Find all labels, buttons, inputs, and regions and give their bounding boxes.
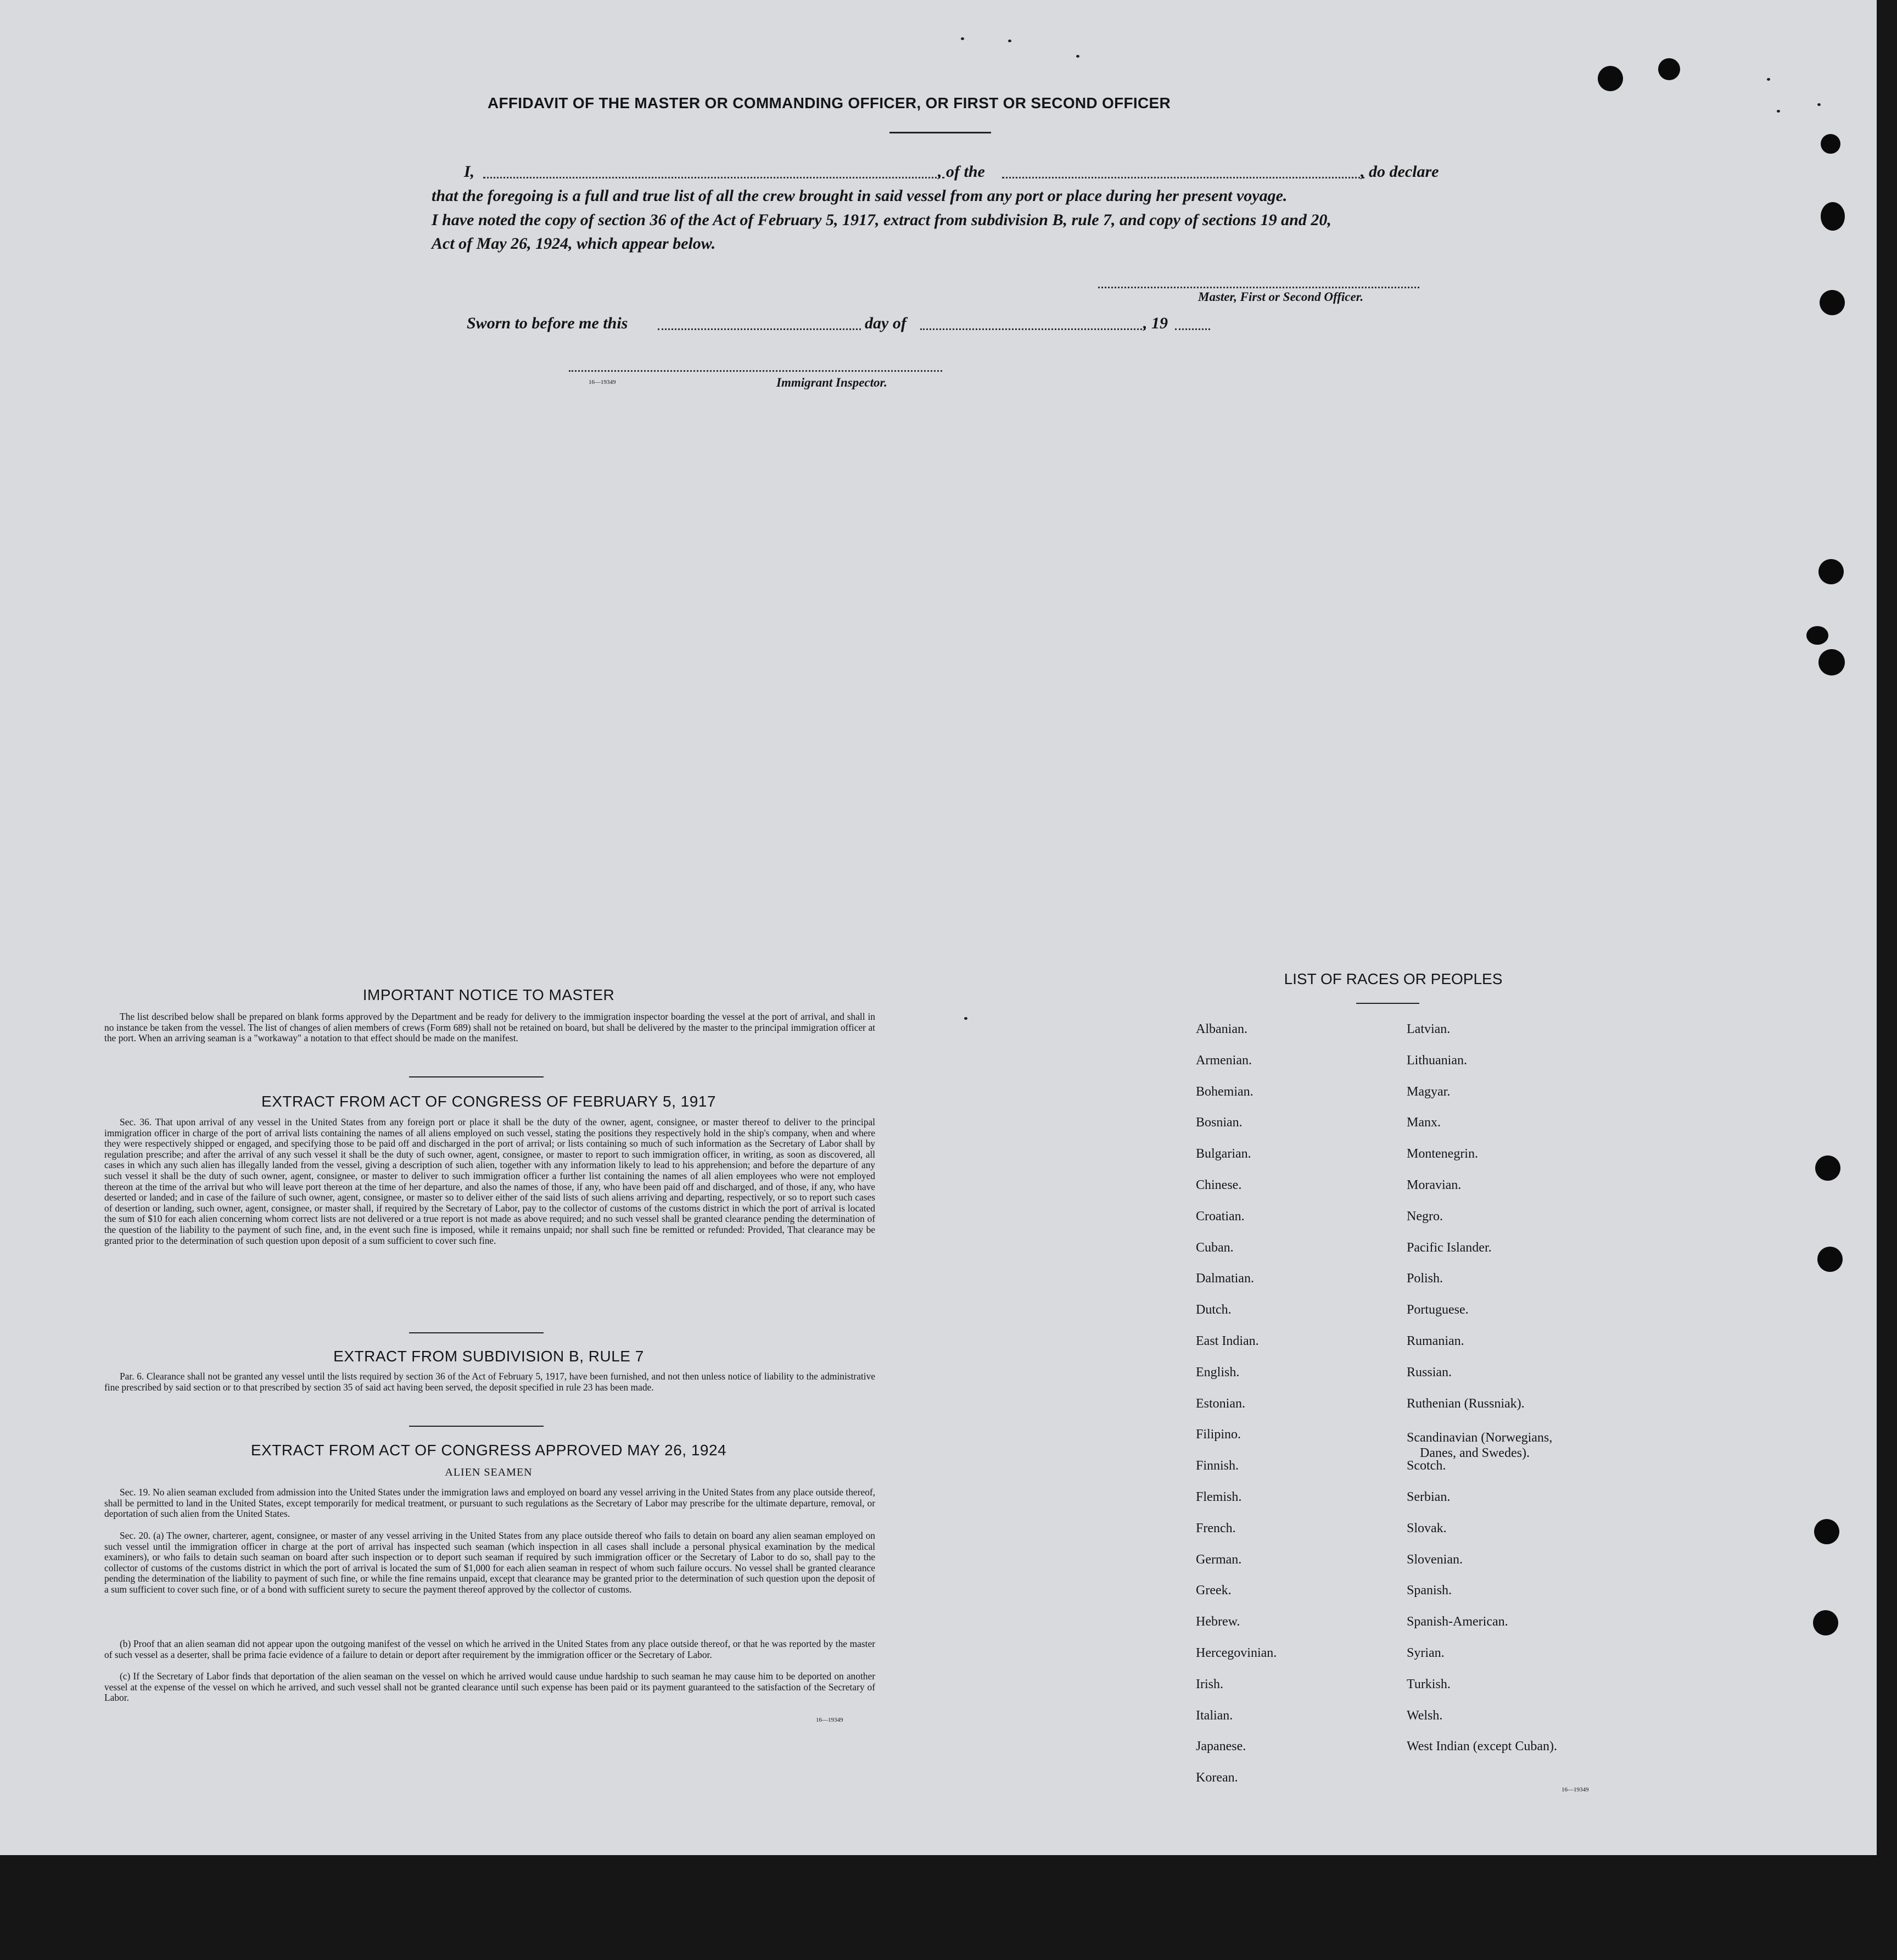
race-item: Dutch.: [1196, 1303, 1232, 1317]
race-item: Syrian.: [1407, 1646, 1445, 1660]
extract-rule7-title: EXTRACT FROM SUBDIVISION B, RULE 7: [333, 1348, 644, 1365]
extract-1917-body: Sec. 36. That upon arrival of any vessel in the United States from any foreign port or place it shall be the duty of the owner, agent, consignee, or master thereof to deliver to the principal immigration officer in charge of the port of arrival lists containing the names of all aliens employed on such vessel, stating the positions they respectively hold in the ship's company, when and where they were respectively shipped or engaged, and specifying those to be paid off and discharged in the port of arrival; or lists containing so much of such information as the Secretary of Labor shall by regulation prescribe; and after the arrival of any such vessel it shall be the duty of such owner, agent, consignee, or master to report to such immigration officer, in writing, as soon as discovered, all cases in which any such alien has illegally landed from the vessel, giving a description of such alien, together with any information likely to lead to his apprehension; and before the departure of any such vessel it shall be the duty of such owner, agent, consignee, or master to deliver to such immigration officer a further list containing the names of all alien employees who were not employed thereon at the time of the arrival but who will leave port thereon at the time of her departure, and also the names of those, if any, who have been paid off and discharged, and of those, if any, who have deserted or landed; and in case of the failure of such owner, agent, consignee, or master so to deliver either of the said lists of such aliens arriving and departing, respectively, or so to report such cases of desertion or landing, such owner, agent, consignee, or master shall, if required by the Secretary of Labor, pay to the collector of customs of the customs district in which the port of arrival is located the sum of $10 for each alien concerning whom correct lists are not delivered or a true report is not made as above required; and no such vessel shall be granted clearance pending the determination of the question of the liability to the payment of such fine, and, in the event such fine is imposed, while it remains unpaid; nor shall such fine be remitted or refunded: Provided, That clearance may be granted prior to the determination of such question upon deposit of a sum sufficient to cover such fine.: [104, 1116, 875, 1246]
extract-1924-sec19: Sec. 19. No alien seaman excluded from admission into the United States under the immigration laws and employed on board any vessel arriving in the United States from any place outside thereof, shall be permitted to land in the United States, except temporarily for medical treatment, or pursuant to such regulations as the Secretary of Labor may prescribe for the ultimate departure, removal, or deportation of such alien from the United States.: [104, 1487, 875, 1520]
ink-speck: [961, 37, 964, 40]
race-item: Filipino.: [1196, 1427, 1241, 1442]
ink-speck: [1008, 40, 1011, 42]
race-item: Italian.: [1196, 1708, 1233, 1723]
race-item: Scotch.: [1407, 1459, 1446, 1473]
races-form-number: 16—19349: [1562, 1786, 1589, 1793]
race-item: Spanish-American.: [1407, 1615, 1508, 1629]
year-label: , 19: [1143, 314, 1168, 332]
punch-hole: [1813, 1610, 1838, 1635]
ink-speck: [1817, 103, 1821, 106]
race-item: Dalmatian.: [1196, 1271, 1254, 1286]
affidavit-line-2: that the foregoing is a full and true list of all the crew brought in said vessel from any port or place during her present voyage.: [432, 187, 1288, 205]
race-item: East Indian.: [1196, 1334, 1259, 1348]
race-item: Albanian.: [1196, 1022, 1247, 1036]
race-item: Magyar.: [1407, 1085, 1451, 1099]
vessel-blank[interactable]: [1002, 177, 1364, 178]
punch-hole: [1818, 559, 1844, 584]
race-item: English.: [1196, 1365, 1240, 1380]
race-item: Spanish.: [1407, 1583, 1452, 1598]
extract-rule7-body: Par. 6. Clearance shall not be granted any vessel until the lists required by section 36 of the Act of February 5, 1917, have been furnished, and not then unless notice of liability to the administrative fine prescribed by said section or to that prescribed by section 35 of said act having been served, the deposit specified in rule 23 has been made.: [104, 1371, 875, 1393]
race-item: Slovenian.: [1407, 1553, 1463, 1567]
master-signature-label: Master, First or Second Officer.: [1198, 290, 1364, 304]
extract-1917-title: EXTRACT FROM ACT OF CONGRESS OF FEBRUARY 5, 1917: [261, 1093, 716, 1110]
race-item: Negro.: [1407, 1209, 1443, 1224]
affidavit-form-number: 16—19349: [589, 379, 616, 386]
extract-rule7-rule: [409, 1426, 544, 1427]
race-item: Croatian.: [1196, 1209, 1245, 1224]
punch-hole: [1598, 66, 1623, 91]
notice-title: IMPORTANT NOTICE TO MASTER: [362, 986, 615, 1003]
race-item: Estonian.: [1196, 1397, 1245, 1411]
race-item: Finnish.: [1196, 1459, 1239, 1473]
race-item: Rumanian.: [1407, 1334, 1464, 1348]
punch-hole: [1821, 202, 1845, 231]
race-item: West Indian (except Cuban).: [1407, 1739, 1557, 1754]
notice-rule: [409, 1076, 544, 1077]
inspector-signature-line[interactable]: [569, 370, 942, 372]
race-item: Korean.: [1196, 1771, 1238, 1785]
race-item: Hercegovinian.: [1196, 1646, 1277, 1660]
extract-1924-sec20a: Sec. 20. (a) The owner, charterer, agent, consignee, or master of any vessel arriving in the United States from any place outside thereof who fails to detain on board any alien seaman employed on such vessel until the immigration officer in charge at the port of arrival has inspected such seaman (which inspection in all cases shall include a personal physical examination by the medical examiners), or who fails to detain such seaman on board after such inspection or to deport such seaman if required by such immigration officer or the Secretary of Labor to do so, shall pay to the collector of customs of the customs district in which the port of arrival is located the sum of $1,000 for each alien seaman in respect of whom such failure occurs. No vessel shall be granted clearance pending the determination of the liability to payment of such fine, or while the fine remains unpaid, except that clearance may be granted prior to the determination of such question upon the deposit of a sum sufficient to cover such fine, or of a bond with sufficient surety to secure the payment thereof approved by the collector of customs.: [104, 1530, 875, 1595]
race-item: Bosnian.: [1196, 1115, 1243, 1130]
race-item: Russian.: [1407, 1365, 1452, 1380]
year-blank[interactable]: [1175, 328, 1210, 330]
extract-1924-subtitle: ALIEN SEAMEN: [445, 1466, 533, 1478]
race-item: Slovak.: [1407, 1521, 1447, 1535]
punch-hole: [1821, 134, 1840, 154]
race-item: German.: [1196, 1553, 1242, 1567]
race-item: Turkish.: [1407, 1677, 1451, 1691]
punch-hole: [1658, 58, 1680, 80]
punch-hole: [1818, 649, 1845, 675]
of-the-label: , of the: [938, 163, 985, 181]
extract-form-number: 16—19349: [816, 1717, 843, 1723]
race-item: Japanese.: [1196, 1739, 1246, 1754]
affidavit-title: AFFIDAVIT OF THE MASTER OR COMMANDING OFFICER, OR FIRST OR SECOND OFFICER: [487, 94, 1171, 111]
day-blank[interactable]: [658, 328, 861, 330]
inspector-label: Immigrant Inspector.: [776, 376, 887, 389]
race-item: Pacific Islander.: [1407, 1241, 1492, 1255]
month-blank[interactable]: [920, 328, 1145, 330]
punch-hole: [1806, 626, 1828, 645]
race-item: Latvian.: [1407, 1022, 1451, 1036]
race-item: Chinese.: [1196, 1178, 1242, 1192]
race-item: Serbian.: [1407, 1490, 1451, 1504]
race-item: Lithuanian.: [1407, 1053, 1467, 1068]
race-item: Manx.: [1407, 1115, 1441, 1130]
race-item: Hebrew.: [1196, 1615, 1240, 1629]
race-item: Welsh.: [1407, 1708, 1443, 1723]
ink-speck: [1076, 55, 1079, 58]
race-item: Scandinavian (Norwegians,: [1407, 1431, 1553, 1445]
affidavit-line-3: I have noted the copy of section 36 of the Act of February 5, 1917, extract from subdivision B, rule 7, and copy of sections 19 and 20,: [432, 211, 1331, 229]
race-item: Ruthenian (Russniak).: [1407, 1397, 1525, 1411]
affidavit-line-4: Act of May 26, 1924, which appear below.: [432, 234, 716, 253]
ink-speck: [964, 1017, 967, 1020]
punch-hole: [1814, 1519, 1839, 1544]
punch-hole: [1820, 290, 1845, 315]
sworn-label: Sworn to before me this: [467, 314, 628, 332]
race-item: Bohemian.: [1196, 1085, 1254, 1099]
race-item: Armenian.: [1196, 1053, 1252, 1068]
extract-1924-sec20c: (c) If the Secretary of Labor finds that deportation of the alien seaman on the vessel on which he arrived would cause undue hardship to such seaman he may cause him to be deported on another vessel at the expense of the vessel on which he arrived, and such vessel shall not be granted clearance until such expense has been paid or its payment guaranteed to the satisfaction of the Secretary of Labor.: [104, 1671, 875, 1704]
races-title-rule: [1356, 1003, 1419, 1004]
races-title: LIST OF RACES OR PEOPLES: [1284, 970, 1503, 987]
race-item: Polish.: [1407, 1271, 1443, 1286]
punch-hole: [1817, 1247, 1843, 1272]
race-item: Portuguese.: [1407, 1303, 1469, 1317]
extract-1924-title: EXTRACT FROM ACT OF CONGRESS APPROVED MAY 26, 1924: [250, 1442, 727, 1459]
ink-speck: [1767, 78, 1770, 81]
notice-body: The list described below shall be prepared on blank forms approved by the Department and be ready for delivery to the immigration inspector boarding the vessel at the port of arrival, and shall in no instance be taken from the vessel. The list of changes of alien members of crews (Form 689) shall not be retained on board, but shall be delivered by the master to the principal immigration officer at the port. When an arriving seaman is a "workaway" a notation to that effect should be made on the manifest.: [104, 1011, 875, 1044]
extract-1917-rule: [409, 1332, 544, 1333]
master-signature-line[interactable]: [1098, 287, 1419, 288]
race-item: Moravian.: [1407, 1178, 1462, 1192]
race-item: Cuban.: [1196, 1241, 1234, 1255]
name-blank[interactable]: [483, 177, 944, 178]
day-of-label: day of: [865, 314, 906, 332]
punch-hole: [1815, 1155, 1840, 1181]
do-declare-label: , do declare: [1361, 163, 1439, 181]
race-item: Bulgarian.: [1196, 1147, 1251, 1161]
race-item: Greek.: [1196, 1583, 1232, 1598]
ink-speck: [1777, 110, 1780, 113]
race-item: Irish.: [1196, 1677, 1223, 1691]
extract-1924-sec20b: (b) Proof that an alien seaman did not appear upon the outgoing manifest of the vessel on which he arrived in the United States from any place outside thereof, or that he was reported by the master of such vessel as a deserter, shall be prima facie evidence of a failure to detain or deport after requirement by the immigration officer or the Secretary of Labor.: [104, 1638, 875, 1660]
race-item: Montenegrin.: [1407, 1147, 1478, 1161]
title-rule: [889, 132, 991, 133]
race-item: French.: [1196, 1521, 1236, 1535]
race-item: Danes, and Swedes).: [1420, 1446, 1530, 1460]
affidavit-i-label: I,: [464, 163, 475, 181]
race-item: Flemish.: [1196, 1490, 1242, 1504]
